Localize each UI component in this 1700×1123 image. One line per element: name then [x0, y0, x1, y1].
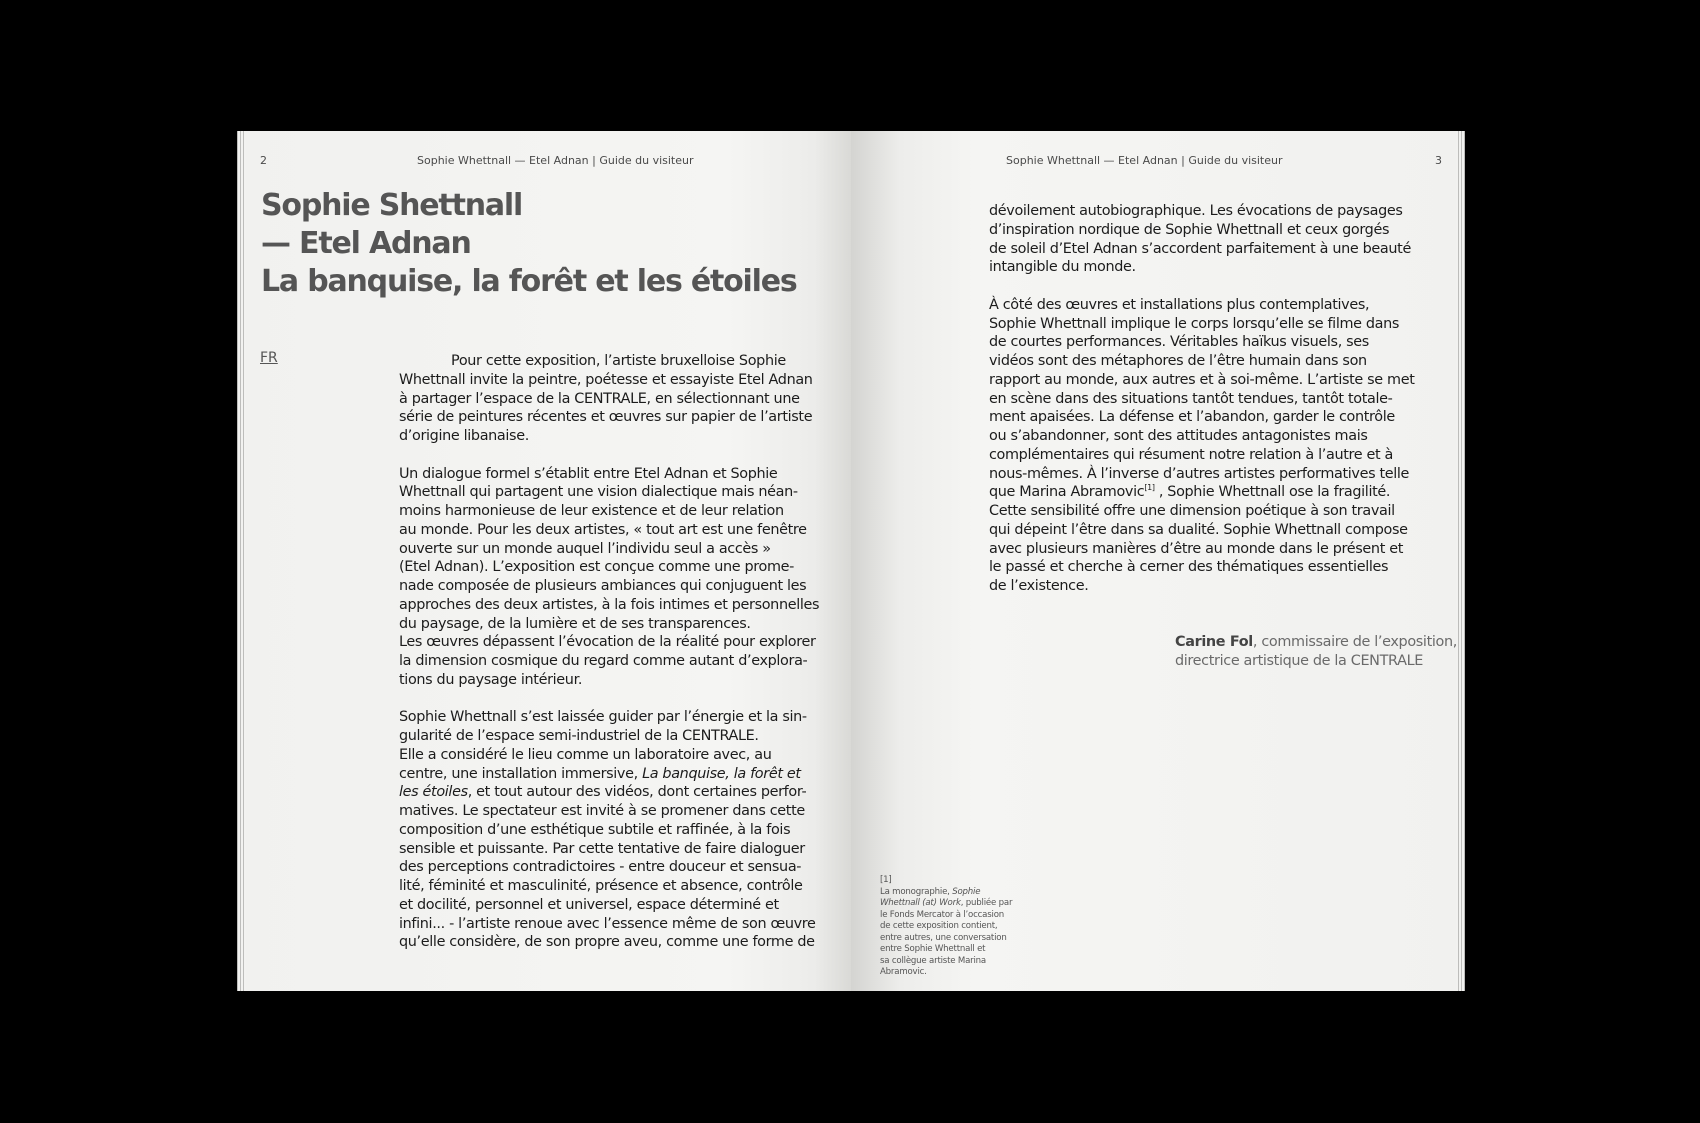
language-label: FR	[260, 350, 278, 366]
text-line: de soleil d’Etel Adnan s’accordent parfaitement à une beauté	[989, 240, 1411, 257]
paragraph	[989, 202, 1439, 277]
text-run: , et tout autour des vidéos, dont certaines perfor-	[467, 784, 807, 801]
text-line: tions du paysage intérieur.	[399, 671, 583, 688]
footnote-line: de cette exposition contient,	[880, 921, 998, 931]
left-page	[237, 131, 851, 991]
book-title: Whettnall (at) Work	[880, 898, 961, 908]
text-line	[989, 483, 1439, 502]
page-edge-left	[237, 131, 246, 991]
text-line: qui dépeint l’être dans sa dualité. Sophie Whettnall compose	[989, 521, 1408, 538]
title-line: Sophie Shettnall	[261, 188, 523, 223]
text-line: à partager l’espace de la CENTRALE, en sélectionnant une	[399, 390, 800, 407]
text-line: vidéos sont des métaphores de l’être humain dans son	[989, 353, 1367, 369]
text-run: , Sophie Whettnall ose la fragilité.	[1154, 484, 1391, 501]
text-line: des perceptions contradictoires - entre douceur et sensua-	[399, 859, 802, 876]
text-line: série de peintures récentes et œuvres sur papier de l’artiste	[399, 409, 813, 426]
text-line: lité, féminité et masculinité, présence et absence, contrôle	[399, 878, 803, 894]
text-line: de courtes performances. Véritables haïkus visuels, ses	[989, 334, 1369, 351]
text-line: complémentaires qui résument notre relation à l’autre et à	[989, 446, 1393, 463]
body-column-right	[989, 202, 1439, 596]
text-line: nous-mêmes. À l’inverse d’autres artistes performatives telle	[989, 465, 1410, 482]
text-line: qu’elle considère, de son propre aveu, comme une forme de	[399, 934, 815, 951]
artwork-title: les étoiles	[399, 784, 468, 801]
text-line: Cette sensibilité offre une dimension poétique à son travail	[989, 503, 1395, 519]
footnote-line: entre Sophie Whettnall et	[880, 944, 986, 954]
text-line: composition d’une esthétique subtile et raffinée, à la fois	[399, 821, 791, 838]
text-line: Les œuvres dépassent l’évocation de la réalité pour explorer	[399, 634, 816, 651]
text-line: matives. Le spectateur est invité à se promener dans cette	[399, 803, 805, 819]
author-name: Carine Fol	[1175, 634, 1253, 650]
footnote-line	[880, 898, 1030, 910]
text-line: d’origine libanaise.	[399, 428, 529, 444]
text-run: centre, une installation immersive,	[399, 765, 643, 782]
text-line: d’inspiration nordique de Sophie Whettnall et ceux gorgés	[989, 221, 1390, 238]
footnote-reference: [1]	[1144, 483, 1155, 493]
signature	[1175, 633, 1457, 671]
book-title: Sophie	[952, 886, 981, 897]
footnote-line: sa collègue artiste Marina	[880, 955, 986, 966]
body-column-left	[399, 352, 839, 952]
page-title	[261, 187, 797, 301]
text-line: nade composée de plusieurs ambiances qui conjuguent les	[399, 578, 807, 594]
title-line: — Etel Adnan	[261, 226, 471, 261]
text-line: ouverte sur un monde auquel l’individu seul a accès »	[399, 540, 771, 557]
text-line: dévoilement autobiographique. Les évocations de paysages	[989, 203, 1403, 219]
text-line: en scène dans des situations tantôt tendues, tantôt totale-	[989, 390, 1393, 407]
text-line: (Etel Adnan). L’exposition est conçue comme une prome-	[399, 559, 795, 576]
text-line: du paysage, de la lumière et de ses transparences.	[399, 615, 751, 632]
text-line	[399, 765, 839, 784]
text-line: la dimension cosmique du regard comme autant d’explora-	[399, 653, 808, 669]
paragraph	[399, 352, 839, 446]
text-line: approches des deux artistes, à la fois intimes et personnelles	[399, 596, 820, 613]
text-line: ment apaisées. La défense et l’abandon, garder le contrôle	[989, 409, 1395, 426]
text-line: de l’existence.	[989, 578, 1089, 594]
text-line: infini... - l’artiste renoue avec l’essence même de son œuvre	[399, 915, 816, 932]
title-line: La banquise, la forêt et les étoiles	[261, 264, 797, 299]
text-line: moins harmonieuse de leur existence et de leur relation	[399, 503, 784, 519]
right-page	[851, 131, 1465, 991]
text-run: que Marina Abramovic	[989, 484, 1145, 501]
text-line: au monde. Pour les deux artistes, « tout art est une fenêtre	[399, 521, 807, 538]
text-line: sensible et puissante. Par cette tentative de faire dialoguer	[399, 840, 805, 857]
signature-line	[1175, 633, 1457, 652]
author-role: , commissaire de l’exposition,	[1252, 634, 1457, 650]
text-line: Elle a considéré le lieu comme un laboratoire avec, au	[399, 746, 772, 763]
text-line: rapport au monde, aux autres et à soi-même. L’artiste se met	[989, 371, 1415, 388]
running-head-right: Sophie Whettnall — Etel Adnan | Guide du visiteur	[1006, 154, 1283, 167]
text-line: intangible du monde.	[989, 259, 1136, 276]
page-edge-right	[1456, 131, 1465, 991]
footnote	[880, 875, 1030, 979]
book-spread	[237, 131, 1465, 991]
text-run: , publiée par	[960, 898, 1013, 908]
text-line: ou s’abandonner, sont des attitudes antagonistes mais	[989, 428, 1368, 444]
text-line: Sophie Whettnall s’est laissée guider par l’énergie et la sin-	[399, 709, 807, 726]
text-line: le passé et cherche à cerner des thématiques essentielles	[989, 559, 1389, 576]
text-line: Sophie Whettnall implique le corps lorsqu’elle se filme dans	[989, 315, 1400, 332]
paragraph	[399, 708, 839, 952]
text-line: et docilité, personnel et universel, espace déterminé et	[399, 896, 779, 913]
page-number-left: 2	[260, 154, 267, 167]
author-role: directrice artistique de la CENTRALE	[1175, 652, 1424, 669]
page-number-right: 3	[1435, 154, 1442, 167]
text-line: Whettnall qui partagent une vision dialectique mais néan-	[399, 484, 798, 501]
text-line: Whettnall invite la peintre, poétesse et essayiste Etel Adnan	[399, 371, 813, 388]
artwork-title: La banquise, la forêt et	[642, 765, 801, 782]
footnote-line: le Fonds Mercator à l’occasion	[880, 909, 1005, 920]
text-run: La monographie,	[880, 886, 953, 897]
paragraph	[989, 296, 1439, 596]
footnote-line	[880, 887, 1030, 899]
text-line: À côté des œuvres et installations plus contemplatives,	[989, 296, 1370, 313]
text-line: Pour cette exposition, l’artiste bruxelloise Sophie	[451, 353, 786, 369]
footnote-line: entre autres, une conversation	[880, 932, 1007, 943]
footnote-mark: [1]	[880, 875, 892, 885]
text-line: gularité de l’espace semi-industriel de la CENTRALE.	[399, 728, 759, 744]
footnote-line: Abramovic.	[880, 967, 927, 977]
paragraph	[399, 465, 839, 690]
running-head-left: Sophie Whettnall — Etel Adnan | Guide du visiteur	[417, 154, 694, 167]
text-line	[399, 783, 839, 802]
text-line: avec plusieurs manières d’être au monde dans le présent et	[989, 540, 1404, 557]
text-line: Un dialogue formel s’établit entre Etel Adnan et Sophie	[399, 465, 778, 482]
